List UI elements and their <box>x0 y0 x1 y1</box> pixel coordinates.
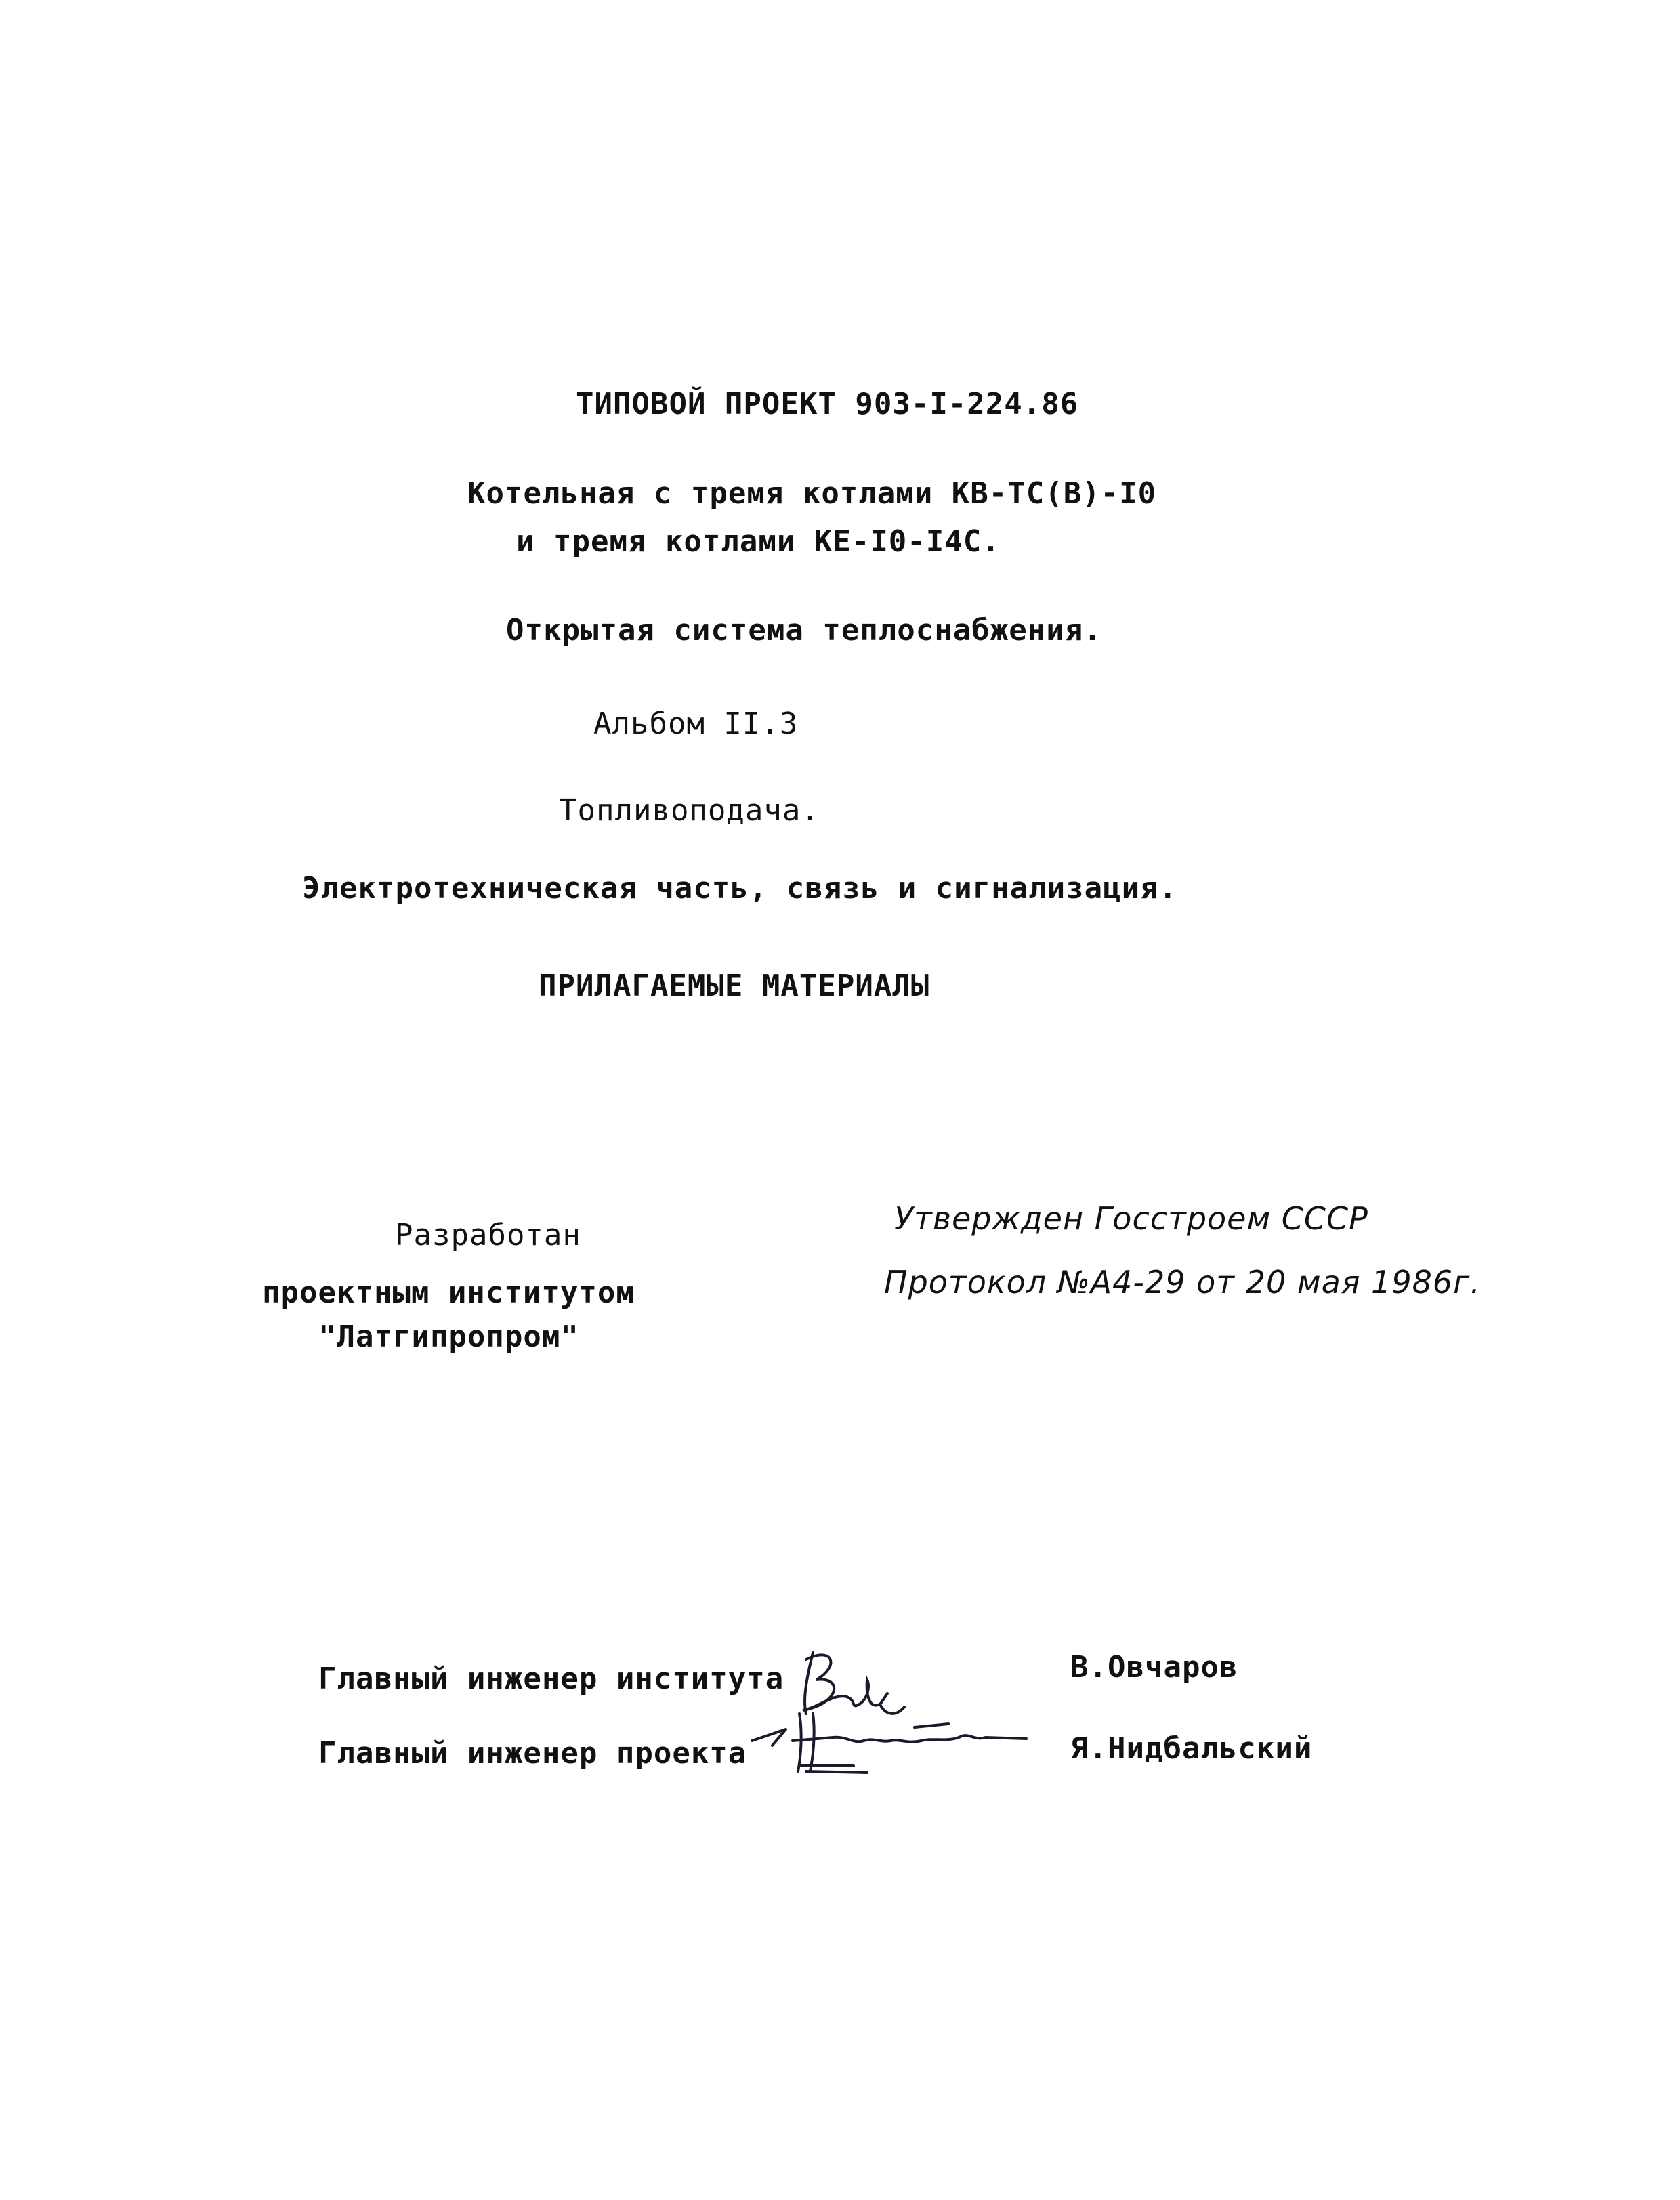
album-number: Альбом II.3 <box>593 706 799 741</box>
system-title: Открытая система теплоснабжения. <box>506 613 1102 648</box>
approval-line-1: Утвержден Госстроем СССР <box>894 1200 1368 1237</box>
signature-role-1: Главный инженер института <box>318 1662 784 1696</box>
subsection-title: Электротехническая часть, связь и сигнализация. <box>302 871 1178 906</box>
section-title: Топливоподача. <box>559 793 820 828</box>
developer-line-3: "Латгипропром" <box>318 1319 579 1354</box>
signature-role-2: Главный инженер проекта <box>318 1736 747 1771</box>
signature-2 <box>745 1704 1030 1778</box>
project-code: ТИПОВОЙ ПРОЕКТ 903-I-224.86 <box>576 387 1079 421</box>
description-line-2: и тремя котлами КЕ-I0-I4С. <box>516 524 1001 559</box>
description-line-1: Котельная с тремя котлами КВ-ТС(В)-I0 <box>467 476 1157 511</box>
signature-name-1: В.Овчаров <box>1070 1650 1238 1685</box>
developer-line-1: Разработан <box>395 1218 581 1252</box>
approval-line-2: Протокол №А4-29 от 20 мая 1986г. <box>884 1264 1481 1300</box>
materials-heading: ПРИЛАГАЕМЫЕ МАТЕРИАЛЫ <box>539 969 930 1003</box>
developer-line-2: проектным институтом <box>262 1275 635 1310</box>
signature-name-2: Я.Нидбальский <box>1070 1731 1313 1766</box>
